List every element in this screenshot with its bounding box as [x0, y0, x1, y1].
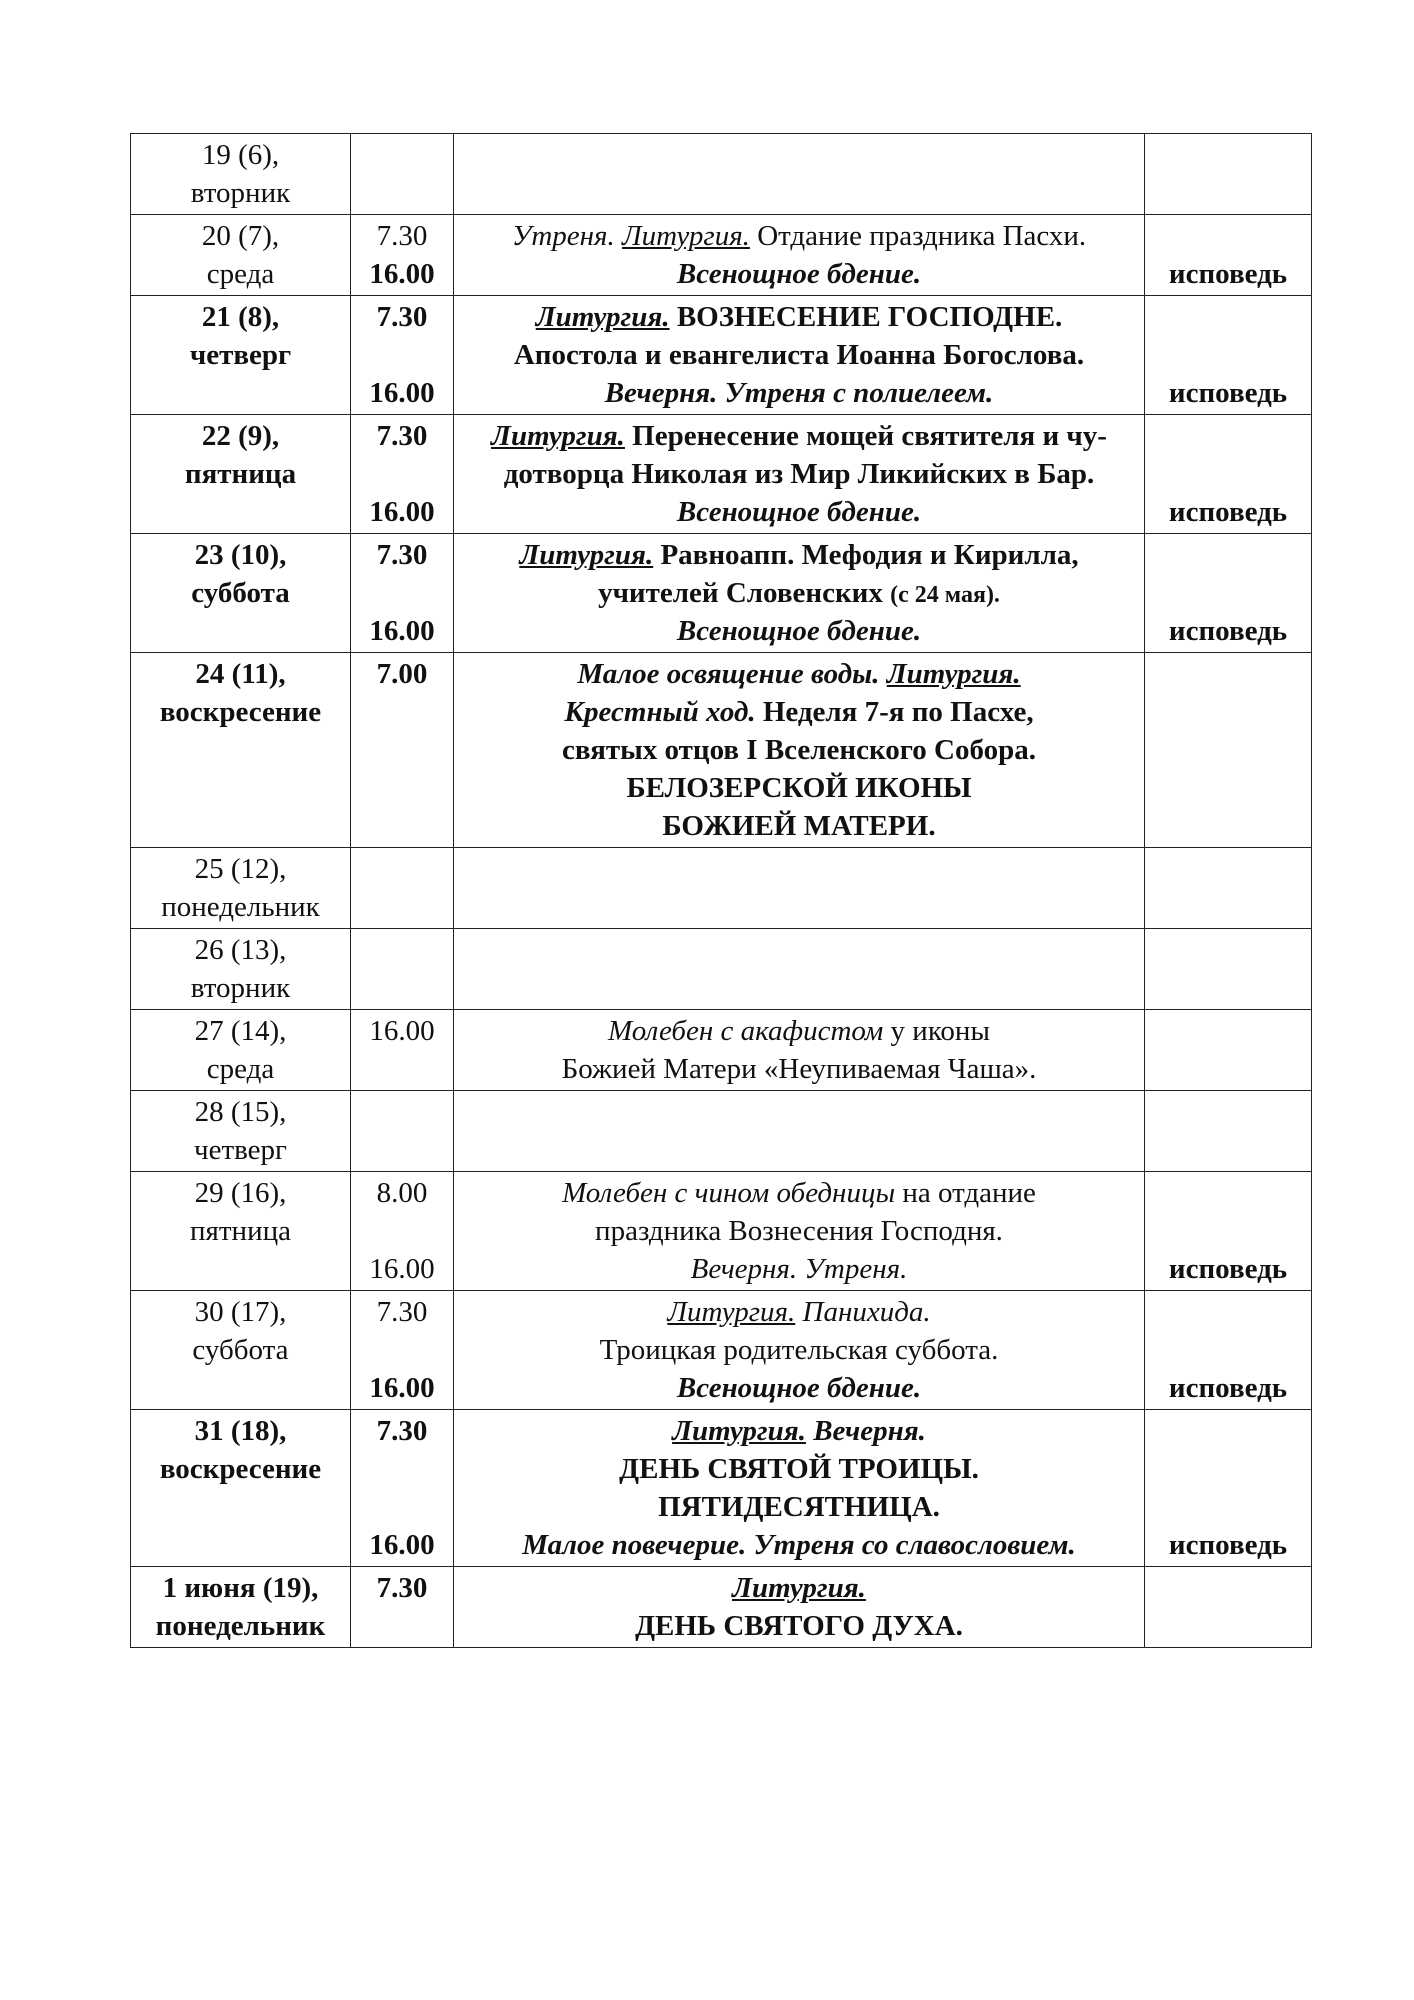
description-segment: праздника Вознесения Господня.	[595, 1215, 1003, 1247]
description-segment: Литургия.	[672, 1415, 806, 1447]
description-segment: Божией Матери «Неупиваемая Чаша».	[561, 1053, 1037, 1085]
description-line	[458, 255, 1140, 293]
confession-cell	[1145, 415, 1312, 534]
schedule-row	[131, 215, 1312, 296]
confession-spacer	[1149, 850, 1307, 888]
service-description-cell	[454, 1172, 1145, 1291]
description-line	[458, 1369, 1140, 1407]
time-line: 7.30	[376, 220, 428, 252]
time-line: 7.30	[376, 420, 428, 452]
confession-label	[1149, 174, 1307, 212]
date-line: 29 (16),	[194, 1177, 287, 1209]
confession-cell	[1145, 1567, 1312, 1648]
confession-spacer	[1149, 1450, 1307, 1488]
time-cell	[351, 296, 454, 415]
date-cell	[131, 1091, 351, 1172]
time-line: 16.00	[369, 496, 435, 528]
time-line	[355, 1212, 449, 1250]
description-line	[458, 1569, 1140, 1607]
date-line: воскресение	[159, 1453, 322, 1485]
date-line: четверг	[194, 1134, 287, 1166]
schedule-row	[131, 1567, 1312, 1648]
confession-label	[1149, 1131, 1307, 1169]
service-description-cell	[454, 1010, 1145, 1091]
description-line	[458, 1331, 1140, 1369]
description-line	[458, 1526, 1140, 1564]
date-line: понедельник	[155, 1610, 326, 1642]
description-segment: Троицкая родительская суббота.	[599, 1334, 999, 1366]
description-line	[458, 336, 1140, 374]
date-cell	[131, 534, 351, 653]
description-line	[458, 769, 1140, 807]
description-line	[458, 693, 1140, 731]
confession-label: исповедь	[1168, 258, 1288, 290]
schedule-row	[131, 1010, 1312, 1091]
confession-spacer	[1149, 1331, 1307, 1369]
description-segment: Всенощное бдение.	[676, 1372, 922, 1404]
description-line	[458, 417, 1140, 455]
description-line	[458, 655, 1140, 693]
confession-label: исповедь	[1168, 1529, 1288, 1561]
description-segment: учителей Словенских	[598, 577, 891, 609]
confession-spacer	[1149, 655, 1307, 693]
description-segment: Малое освящение воды.	[577, 658, 887, 690]
confession-label: исповедь	[1168, 496, 1288, 528]
date-line: пятница	[190, 1215, 291, 1247]
description-line	[458, 1050, 1140, 1088]
description-segment: у иконы	[883, 1015, 990, 1047]
description-segment: Литургия.	[732, 1572, 866, 1604]
time-line	[355, 1450, 449, 1488]
date-cell	[131, 296, 351, 415]
confession-spacer	[1149, 136, 1307, 174]
schedule-row	[131, 1091, 1312, 1172]
description-segment: на отдание	[895, 1177, 1036, 1209]
time-cell	[351, 1567, 454, 1648]
confession-cell	[1145, 929, 1312, 1010]
date-cell	[131, 134, 351, 215]
description-line	[458, 1293, 1140, 1331]
confession-spacer	[1149, 769, 1307, 807]
confession-cell	[1145, 1091, 1312, 1172]
description-line	[458, 1174, 1140, 1212]
description-segment: святых отцов I Вселенского Собора.	[562, 734, 1036, 766]
date-line: 19 (6),	[201, 139, 280, 171]
date-line: воскресение	[159, 696, 322, 728]
description-segment: Перенесение мощей святителя и чу-	[624, 420, 1107, 452]
time-line	[355, 1488, 449, 1526]
description-line	[458, 807, 1140, 845]
date-line: суббота	[191, 577, 290, 609]
confession-spacer	[1149, 417, 1307, 455]
confession-spacer	[1149, 336, 1307, 374]
time-cell	[351, 1172, 454, 1291]
description-segment: ВОЗНЕСЕНИЕ ГОСПОДНЕ.	[669, 301, 1063, 333]
description-segment: Молебен с чином обедницы	[562, 1177, 896, 1209]
time-line: 16.00	[369, 1529, 435, 1561]
schedule-row	[131, 296, 1312, 415]
date-line: 25 (12),	[194, 853, 287, 885]
description-segment: Литургия.	[622, 220, 750, 252]
date-cell	[131, 848, 351, 929]
time-line: 7.30	[376, 1296, 428, 1328]
description-line	[458, 1412, 1140, 1450]
confession-label: исповедь	[1168, 1372, 1288, 1404]
description-segment: Литургия.	[491, 420, 625, 452]
service-description-cell	[454, 415, 1145, 534]
date-line: вторник	[190, 972, 291, 1004]
date-line: 26 (13),	[194, 934, 287, 966]
description-segment: (с 24 мая).	[890, 582, 1000, 608]
confession-label	[1149, 1607, 1307, 1645]
description-line	[458, 574, 1140, 612]
schedule-row	[131, 415, 1312, 534]
date-cell	[131, 653, 351, 848]
confession-label	[1149, 888, 1307, 926]
service-description-cell	[454, 1410, 1145, 1567]
description-line	[458, 217, 1140, 255]
date-line: 1 июня (19),	[162, 1572, 319, 1604]
confession-label: исповедь	[1168, 377, 1288, 409]
date-line: 22 (9),	[201, 420, 280, 452]
date-line: 24 (11),	[195, 658, 286, 690]
time-cell	[351, 929, 454, 1010]
schedule-row	[131, 534, 1312, 653]
time-cell	[351, 1010, 454, 1091]
description-segment: ПЯТИДЕСЯТНИЦА.	[658, 1491, 940, 1523]
confession-cell	[1145, 848, 1312, 929]
date-line: 21 (8),	[201, 301, 280, 333]
time-line: 16.00	[369, 615, 435, 647]
confession-spacer	[1149, 1488, 1307, 1526]
description-line	[458, 374, 1140, 412]
schedule-row	[131, 1410, 1312, 1567]
confession-spacer	[1149, 298, 1307, 336]
date-line: четверг	[189, 339, 292, 371]
description-segment: Молебен с акафистом	[608, 1015, 884, 1047]
date-cell	[131, 929, 351, 1010]
date-cell	[131, 1567, 351, 1648]
description-line	[458, 1012, 1140, 1050]
time-cell	[351, 848, 454, 929]
confession-spacer	[1149, 1412, 1307, 1450]
time-line: 7.30	[376, 301, 428, 333]
confession-spacer	[1149, 931, 1307, 969]
schedule-row	[131, 848, 1312, 929]
time-line: 16.00	[369, 258, 435, 290]
description-segment: Всенощное бдение.	[676, 496, 922, 528]
service-description-cell	[454, 534, 1145, 653]
description-segment: Неделя 7-я по Пасхе,	[755, 696, 1034, 728]
description-segment: Малое повечерие. Утреня со славословием.	[522, 1529, 1076, 1561]
description-line	[458, 612, 1140, 650]
date-cell	[131, 1291, 351, 1410]
description-line	[458, 1607, 1140, 1645]
confession-label: исповедь	[1168, 615, 1288, 647]
confession-cell	[1145, 653, 1312, 848]
date-line: пятница	[184, 458, 297, 490]
time-line: 7.30	[376, 1572, 428, 1604]
time-line: 16.00	[369, 1253, 435, 1285]
date-cell	[131, 1172, 351, 1291]
date-cell	[131, 1010, 351, 1091]
description-line	[458, 455, 1140, 493]
confession-spacer	[1149, 1174, 1307, 1212]
description-segment: Апостола и евангелиста Иоанна Богослова.	[513, 339, 1085, 371]
confession-cell	[1145, 1010, 1312, 1091]
confession-spacer	[1149, 1012, 1307, 1050]
confession-cell	[1145, 134, 1312, 215]
schedule-row	[131, 1172, 1312, 1291]
confession-spacer	[1149, 731, 1307, 769]
service-description-cell	[454, 1567, 1145, 1648]
confession-spacer	[1149, 574, 1307, 612]
confession-label	[1149, 807, 1307, 845]
schedule-row	[131, 929, 1312, 1010]
time-cell	[351, 534, 454, 653]
confession-cell	[1145, 215, 1312, 296]
description-segment: ДЕНЬ СВЯТОЙ ТРОИЦЫ.	[619, 1453, 979, 1485]
date-line: вторник	[190, 177, 291, 209]
description-segment: Отдание праздника Пасхи.	[749, 220, 1087, 252]
description-segment: Утреня.	[511, 220, 623, 252]
confession-spacer	[1149, 536, 1307, 574]
description-line	[458, 493, 1140, 531]
service-description-cell	[454, 848, 1145, 929]
description-segment: дотворца Николая из Мир Ликийских в Бар.	[503, 458, 1095, 490]
confession-cell	[1145, 1291, 1312, 1410]
description-segment: Равноапп. Мефодия и Кирилла,	[653, 539, 1079, 571]
description-line	[458, 298, 1140, 336]
date-line: 31 (18),	[194, 1415, 287, 1447]
description-segment: Вечерня. Утреня с полиелеем.	[604, 377, 994, 409]
description-segment: Вечерня.	[805, 1415, 926, 1447]
time-line	[355, 1331, 449, 1369]
time-cell	[351, 1410, 454, 1567]
schedule-row	[131, 1291, 1312, 1410]
confession-label	[1149, 969, 1307, 1007]
schedule-body	[131, 134, 1312, 1648]
date-line: суббота	[192, 1334, 289, 1366]
confession-spacer	[1149, 455, 1307, 493]
confession-cell	[1145, 1410, 1312, 1567]
confession-cell	[1145, 534, 1312, 653]
date-line: 23 (10),	[194, 539, 287, 571]
service-description-cell	[454, 296, 1145, 415]
confession-spacer	[1149, 1212, 1307, 1250]
date-line: среда	[206, 1053, 275, 1085]
date-line: 30 (17),	[194, 1296, 287, 1328]
description-segment: Панихида.	[795, 1296, 931, 1328]
time-line	[355, 336, 449, 374]
description-segment: Всенощное бдение.	[676, 258, 922, 290]
confession-spacer	[1149, 217, 1307, 255]
date-line: среда	[206, 258, 275, 290]
description-line	[458, 1250, 1140, 1288]
description-line	[458, 1450, 1140, 1488]
time-line: 7.30	[376, 1415, 428, 1447]
date-line: 27 (14),	[194, 1015, 287, 1047]
service-description-cell	[454, 1091, 1145, 1172]
description-segment: Литургия.	[667, 1296, 796, 1328]
schedule-row	[131, 653, 1312, 848]
description-segment: Литургия.	[535, 301, 670, 333]
time-line	[355, 574, 449, 612]
date-line: 20 (7),	[201, 220, 280, 252]
service-description-cell	[454, 215, 1145, 296]
time-line: 7.30	[376, 539, 428, 571]
description-segment: БОЖИЕЙ МАТЕРИ.	[662, 810, 936, 842]
description-line	[458, 1488, 1140, 1526]
description-line	[458, 1212, 1140, 1250]
date-cell	[131, 1410, 351, 1567]
time-cell	[351, 134, 454, 215]
time-line: 16.00	[369, 1015, 435, 1047]
confession-label: исповедь	[1168, 1253, 1288, 1285]
confession-spacer	[1149, 693, 1307, 731]
description-segment: БЕЛОЗЕРСКОЙ ИКОНЫ	[626, 772, 972, 804]
time-cell	[351, 1291, 454, 1410]
description-segment: Всенощное бдение.	[676, 615, 922, 647]
time-line: 16.00	[369, 377, 435, 409]
date-line: 28 (15),	[194, 1096, 287, 1128]
service-description-cell	[454, 134, 1145, 215]
service-description-cell	[454, 1291, 1145, 1410]
confession-cell	[1145, 296, 1312, 415]
time-cell	[351, 415, 454, 534]
confession-cell	[1145, 1172, 1312, 1291]
time-line: 8.00	[376, 1177, 428, 1209]
time-cell	[351, 215, 454, 296]
time-line	[355, 455, 449, 493]
confession-spacer	[1149, 1093, 1307, 1131]
time-cell	[351, 1091, 454, 1172]
service-description-cell	[454, 653, 1145, 848]
time-cell	[351, 653, 454, 848]
description-segment: Литургия.	[886, 658, 1021, 690]
description-segment: ДЕНЬ СВЯТОГО ДУХА.	[635, 1610, 963, 1642]
schedule-row	[131, 134, 1312, 215]
confession-spacer	[1149, 1569, 1307, 1607]
time-line: 16.00	[369, 1372, 435, 1404]
date-cell	[131, 215, 351, 296]
confession-spacer	[1149, 1293, 1307, 1331]
service-description-cell	[454, 929, 1145, 1010]
description-segment: Литургия.	[519, 539, 654, 571]
date-cell	[131, 415, 351, 534]
description-segment: Крестный ход.	[564, 696, 756, 728]
description-line	[458, 731, 1140, 769]
description-line	[458, 536, 1140, 574]
time-line: 7.00	[376, 658, 428, 690]
date-line: понедельник	[161, 891, 320, 923]
schedule-table	[130, 133, 1312, 1648]
confession-label	[1149, 1050, 1307, 1088]
description-segment: Вечерня. Утреня.	[690, 1253, 908, 1285]
